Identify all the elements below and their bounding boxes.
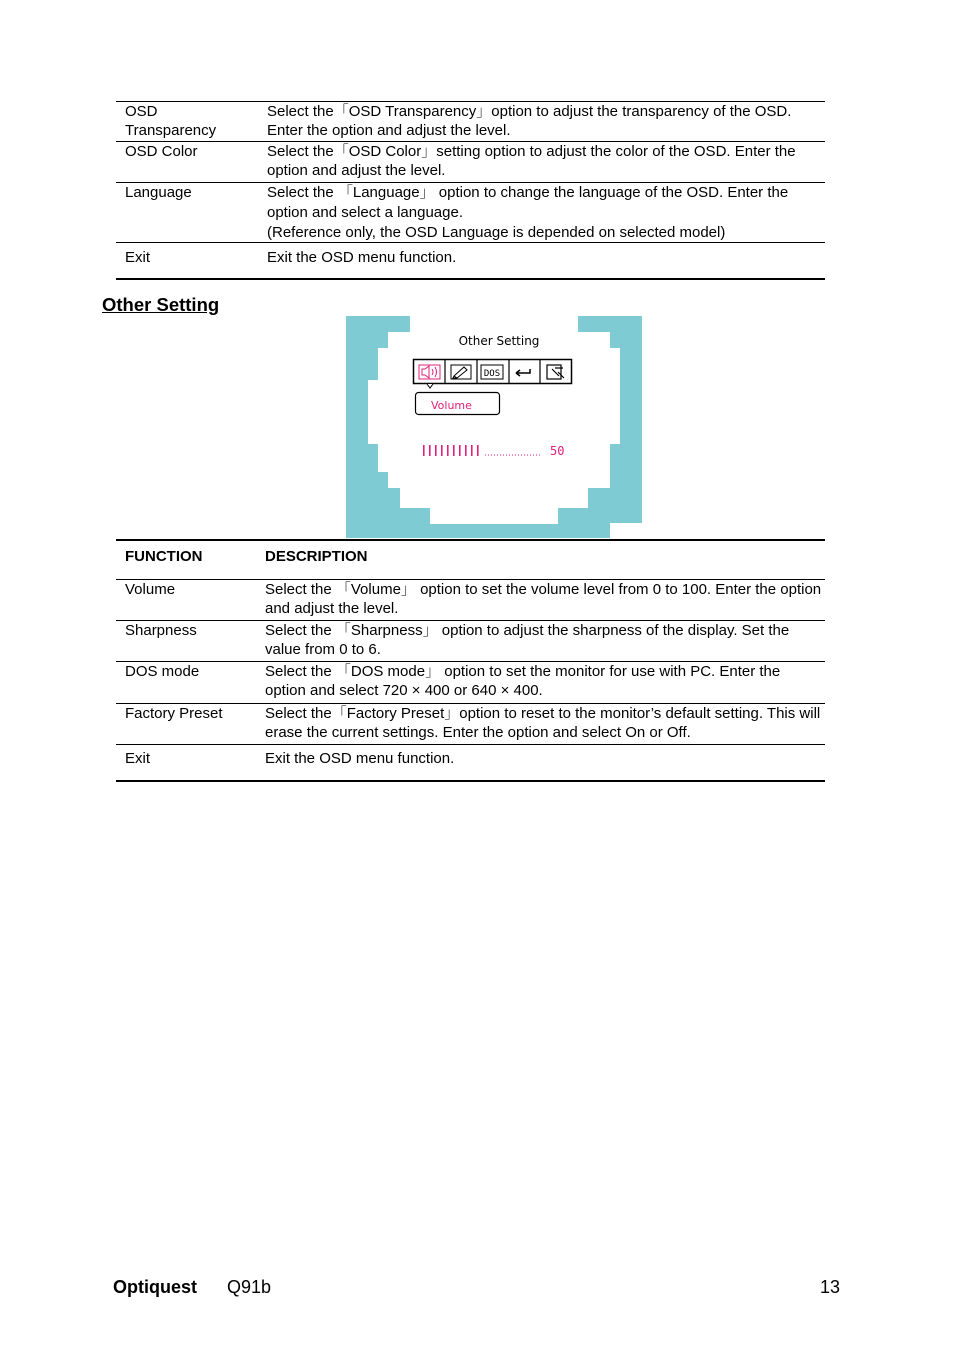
level-bar-segment [441,445,443,456]
description-cell [267,183,825,243]
description-cell: Exit the OSD menu function. [265,745,825,782]
function-cell: OSD Color [116,142,267,183]
description-cell: Select the「OSD Color」setting option to adjust the color of the OSD. Enter the option and adjust the level. [267,142,825,183]
table-row [116,745,825,782]
level-bar-segment [471,445,473,456]
sharpness-icon[interactable] [451,365,471,379]
factory-preset-icon[interactable] [547,365,564,379]
table-row [116,183,825,243]
level-bar-segment [435,445,437,456]
other-setting-table [116,539,825,782]
osd-title: Other Setting [458,334,540,348]
level-bar-segment [429,445,431,456]
table-row [116,102,825,142]
description-note: (Reference only, the OSD Language is depended on selected model) [267,224,726,241]
level-bar-segment [459,445,461,456]
dos-icon-label: DOS [483,369,501,379]
description-cell: Select the 「Sharpness」 option to adjust the sharpness of the display. Set the value from 0 to 6. [265,621,825,662]
level-bar-segment [423,445,425,456]
level-bar-segment [477,445,479,456]
table-row [116,580,825,621]
footer-model: Q91b [227,1277,272,1297]
function-cell: DOS mode [116,662,265,704]
osd-menu-illustration [346,316,642,538]
table-row [116,704,825,745]
table-row [116,621,825,662]
function-cell: Sharpness [116,621,265,662]
table-row [116,662,825,704]
description-line: Select the 「Language」 option to change the language of the OSD. Enter the option and select a language. [267,184,789,221]
level-bar-segment [453,445,455,456]
description-header: DESCRIPTION [265,548,368,565]
dos-icon[interactable] [481,365,503,379]
section-title: Other Setting [102,294,220,315]
volume-level-bar [423,445,542,456]
description-cell: Select the「Factory Preset」option to reset to the monitor’s default setting. This will erase the current settings. Enter the option and select On or Off. [265,704,825,745]
selected-item-label: Volume [431,399,472,412]
description-cell: Select the「OSD Transparency」option to adjust the transparency of the OSD. Enter the option and adjust the level. [267,103,792,139]
function-cell: Factory Preset [116,704,265,745]
function-cell: Language [116,183,267,243]
table-header-row [116,540,825,580]
speaker-icon[interactable] [419,365,440,379]
table-row [116,243,825,280]
description-cell: Select the 「Volume」 option to set the volume level from 0 to 100. Enter the option and adjust the level. [265,580,825,621]
volume-level-value: 50 [550,444,565,458]
footer-brand: Optiquest [113,1277,197,1297]
description-cell: Exit the OSD menu function. [267,243,825,280]
page-number: 13 [820,1277,841,1297]
function-cell: Volume [116,580,265,621]
description-cell: Select the 「DOS mode」 option to set the monitor for use with PC. Enter the option and select 720 × 400 or 640 × 400. [265,662,825,704]
osd-settings-table [116,101,825,280]
level-bar-segment [447,445,449,456]
table-row [116,142,825,183]
function-header: FUNCTION [125,548,203,565]
function-cell: OSD Transparency [125,103,217,139]
function-cell: Exit [116,745,265,782]
level-bar-segment [465,445,467,456]
function-cell: Exit [116,243,267,280]
